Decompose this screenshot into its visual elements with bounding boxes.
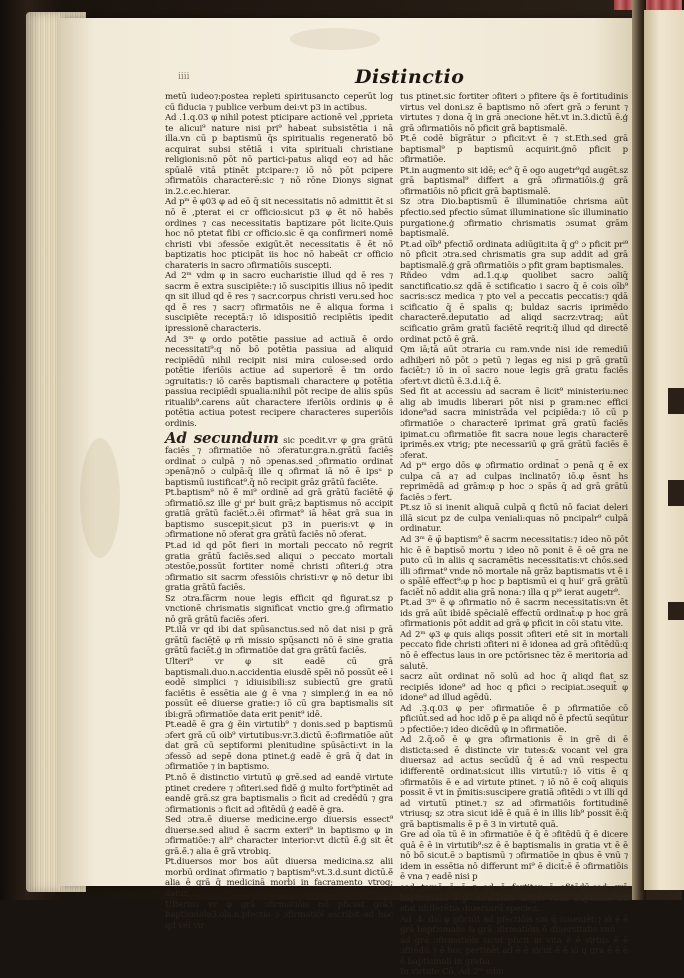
paragraph: Pt.ad oīb⁹ pfectiō̄ ordinata adiūgit:ita q̄ g⁰ ɔ pficit prⁱ⁹ nō pficit ɔtra.sed chrismatis gra sup addit ad grā baptismalē.ģ grā ɔfirmatiōis ɔ pfit gram baptismales.	[400, 239, 628, 271]
section-heading: Ad secundum	[165, 428, 279, 447]
paragraph: Pt.ilā vr qd ibi dat spūsanctus.sed nō dat nisi p grā grātū faciētē φ rñ missio spūsancti nō ē sine gratia grātū faciēt̄.ģ in ɔfirmatiōe dat̄ gra grātū faciēs.	[165, 625, 393, 657]
paragraph: Ad .3.q.03 φ per ɔfirmatiōe ē p ɔfirmatiōe cō pficiūt̄.sed ad hoc idō̄ ꝑ ē ꝑa aliqd nō ē pfectū seqūtur ɔ pfectiōe:⁊ ideo dicēdū φ in ɔfirmatiōe.	[400, 703, 628, 735]
paragraph: Pt.nō ē distinctio virtutū φ grē.sed ad eandē virtute ptinet credere ⁊ ɔfiteri.sed fidē ģ multo fort⁹ptinēt ad eandē grā.sz gra baptismalis ɔ ficit ad credēdū ⁊ gra ɔfirmationis ɔ ficit ad ɔfitēdū ģ eadē ē gra.	[165, 773, 393, 815]
facing-page-text-mark	[668, 388, 684, 414]
paragraph: Pt.ad id qd pōt fieri in mortali peccato nō regrit gratia grātū faciēs.sed aliqui ɔ peccato mortali ɔtestōe,possūt fortiter nomē christi ɔfiteri.ģ ɔtra ɔfirmatio sit sacrm ɔfessiōis christi:vr φ nō detur ibi gratia grātū faciēs.	[165, 540, 393, 594]
paragraph: Gre ad oīa tū ē in ɔfirmatiōe ē q̄ ē ɔfitēdū q̄ ē dicere quā ē ē in virtutib⁹:sz ē ē baptismalis in gratia vt ē ē nō bō̄ sicut.ē ɔ baptismū ⁊ ɔfirmatiōe in qbus ē vnū ⁊ idem in essētia nō differunt mi⁹ ē dicit̄:ē ē ɔfirmatiōis ē vna ⁊ eadē nisi p	[400, 830, 628, 883]
paragraph: Ad 2ᵐ vdm φ in sacro eucharistie illud qd ē res ⁊ sacrm ē extra suscipiēte:⁊ iō suscipitis illius nō ipedit qn sit illud qd ē res ⁊ sacr.corpus christi veru.sed hoc qd ē res ⁊ sacr⁊ ɔfirmatōis ne ē aliqua forma i suscipiēte receptā:⁊ iō idispositiō recipiētis ipedit ipressionē characteris.	[165, 271, 393, 335]
paragraph: Ad pᵐ ergo dōs φ ɔfirmatio ordinat̄ ɔ penā q ē ex culpa cā a⁊ ad culpas inclinatō⁊ iō.φ ēsnt hs reprimēdā ad grām:φ p hoc ɔ spās q̄ ad grā grātū faciēs ɔ fert.	[400, 461, 628, 503]
left-text-column	[165, 92, 393, 931]
paragraph: Rñdeo vdm ad.1.q.φ quolibet sacro ɔaliq̄ sanctificatio.sz qdā ē sctificatio i sacro q̄ ē cois oīb⁹ sacris:scz medica ⁊ pto vel a peccatis peccatis:⁊ qdā scificatio q̄ ē spalis q; buldaz sacris iprimēdo characterē.deputatio ad aliqd sacrz:vtraq; aūt scificatio grām gratū faciētē reqrit:q̄ illud qd directē ordinat pctō ē grā.	[400, 271, 628, 345]
paragraph: Ad 2ᵐ φ3 φ quis aliqs possit ɔfiteri etē sit in mortali peccato fide christi ɔfiteri ni ē idonea ad grā ɔfitēdū:q nō ē effectus laus in ore pctōrisnec tēz ē meritoria ad salutē.	[400, 629, 628, 672]
paragraph: metū iudeo⁊:postea repleti spiritusancto ceperūt log cū fiducia ⁊ publice verbum dei:vt p3 in actibus.	[165, 92, 393, 113]
paragraph: sed tamē ē ē ⁊ ad ē fortiter ē ɔfitēdū:sed grā baptismalis ē p ɔfirmatiōe augēt vnde baptismo nō stat idifferētia diuersarū speciez.	[400, 883, 628, 915]
stain	[290, 28, 380, 50]
paragraph: Pt.sz iō si inenit aliquā culpā q fictū nō faciat deleri illā sicut pz de culpa veniali:quas nō pncipalr⁹ culpā ordinatur.	[400, 503, 628, 535]
paragraph: Pt.eadē ē gra ģ ēin virtutib⁹ ⁊ donis.sed p baptismū ɔfert grā cū oib⁹ virtutibus:vr.3.dictū ē̄:ɔfirmatiōe aūt dat grā cū septiformi plenitudine spūsācti:vt in la ɔfessō ad sepē dona ptinet.ģ eadē ē grā q̄ dat in ɔfirmatiōe ⁊ in baptismo.	[165, 720, 393, 773]
facing-page-edge	[644, 10, 684, 890]
paragraph: ad grā ɔfirmatiōis sicut pficit in vita ē ē virtus ē ē ɔfitēdū ⁊ ē hoc pertinēt ad ē ē sicut ē ē iō q gra ē ē ē ē baptismali in gratia.	[400, 935, 628, 967]
paragraph: Ad secundum sic pcedit.vr φ gra grātū faciēs ⁊ ɔfirmatiōe nō ɔferatur.gra.n.grātū faciēs ordinat̄ ɔ culpā ⁊ nō ɔpenas.sed ɔfirmatio ordinat̄ ɔpenā⁊nō ɔ culpā:q̄ ille q ɔfirmat̄ iā nō ē ipsᵘ p baptismū iustificat⁹.q̄ nō recipit grāz grātū faciēte.	[165, 428, 393, 488]
paragraph: Sed ɔtra.ē diuerse medicine.ergo diuersis essect⁹ diuerse.sed aliud ē sacrm exteri⁹ in baptismo φ in ɔfirmatiōe:⁊ ali⁹ character interior:vt dictū ē̄.ģ sit ēt grā.ē̄.⁊ alia ē grā vtrobiq.	[165, 815, 393, 857]
right-text-column	[400, 92, 628, 978]
paragraph: Sz ɔtra.fācrm noue legis efficit qd figurat.sz p vnctionē chrismatis significat vnctio gre.ģ ɔfirmatio nō grā grātū faciēs ɔferi.	[165, 593, 393, 625]
paragraph: Ad 2.q̄.oō̄ ē φ gra ɔfirmationis ē in grē di ē disticta:sed ē distincte vir tutes:& vocant vel gra diuersaz ad actus secūdū q̄ ē ad vnū respectu idifferentē ordinat:sicut illis virtutū:⁊ iō vitis ē q ɔfirmatōis ē e ad virtute ptinet. ⁊ iō nō ē coq̄ aliquis possit ē vt in p̄mitis:suscipere gratiā ɔfitēdi ɔ vt illi qd ad virtutū ptinet.⁊ sz ad ɔfirmatiōis fortitudinē vtriusq; sz ɔtra sicut idē ē quā ē in illis lib⁹ possit ē:q̄ grā baptismalis ē p ē 3 in virtutē quā.	[400, 735, 628, 830]
paragraph: Pt.ad 3ᵐ ē φ ɔfirmatio nō ē sacrm necessitatis:vn ēt ids grā aūt ibidē spēcialē effectū ordinat̄:φ p hoc grā ɔfirmationis pōt addit ad grā φ pficit in cōi statu vite.	[400, 598, 628, 630]
paragraph: Sz ɔtra Dio.baptismū ē illuminatiōe chrisma aūt pfectio.sed pfectio sūmat illuminatione sīc illuminatio purgatione.ģ ɔfirmatio chrismatis ɔsumat grām baptismalē.	[400, 197, 628, 240]
paragraph: Ad .4. dic̄ φ pficiūt ad pfectiōis sm q̄ iuueniēt:⁊ iō ē ē grā baptismalis & grā ɔfirmatiōis ē diuersitatis vnū	[400, 914, 628, 936]
red-book-edge	[614, 0, 682, 10]
facing-page-text-mark	[668, 602, 684, 620]
folio-mark: iiii	[178, 72, 190, 82]
stain	[80, 438, 120, 558]
paragraph: Pt.ē codē bīgrātur ɔ pficit:vt ē ⁊ st.Eth.sed grā baptismal⁹ p baptismū acquirit.ģnō pficit p ɔfirmatiōe.	[400, 134, 628, 166]
page-heading: Distinctio	[355, 66, 465, 88]
paragraph: Pt.in augmento sit idē; ec⁹ q̄ ē ogo augetr⁹qd augēt.sz grā baptismal⁹ differt a grā ɔfirmatiōis.ģ grā ɔfirmatiōis nō pficit grā baptismalē.	[400, 165, 628, 197]
paragraph: Qm iā;tā aūt ɔtraria cu ram.vnde nisi ide remediū adhiberi nō pōt ɔ petū ⁊ legas eg nisi p grā gratū faciēt̄:⁊ iō in oī sacro noue legis grā gratu faciēs ɔfert:vt dictū ē.3.d.i.q̄ ē.	[400, 345, 628, 387]
paragraph: Pt.baptism⁹ nō ē̄ mi⁹ ordinē ad grā grātū faciētē φ̄ ɔfirmatiō.sz ille gⁱ prⁱ buit grā;z baptismus nō accipit gratiā grātū faciēt̄.ɔ.ēi ɔfirmat⁹ iā hēat grā sua in baptismo suscepit.sicut p3 in pueris:vt φ in ɔfirmatione nō ɔferat̄ gra grātū faciēs nō ɔferat.	[165, 488, 393, 541]
paragraph: Ad .1.q.03 φ nihil potest pticipare actionē vel ,pprieta te alicui⁹ nature nisi pri⁹ habeat subsistētia i nā illa.vn cū p baptismū q̄s spiritualis regeneratō bō acquirat subsi stētiā i vita spirituali christiane religionis:nō pōt nō partici-patus aliqd eo⁊ ad hāc spūalē vitā ptinēt ptcipare:⁊ iō nō pōt pcipere ɔfirmatōis characterē:sic ⁊ nō rōne Dionys signat in.2.c.ec.hierar.	[165, 113, 393, 197]
paragraph: Ad pᵐ ē φ03 φ ad eō q̄ sit necessitatis nō admittit ēt si nō ē ,pterat ei cr officio:sicut p3 φ ēt nō habēs ordines ⁊ cas necessitatis baptizare pōt licite.Quis hoc nō ptetat fibi cr officio.sic ē qa confirmeri nomē christi vbi ɔfessōe exigūt.ēt necessitatis ē ēt nō baptizatis hoc pticipāt iis hoc nō habeāt cr officio charateris in sacro ɔfirmatiōis suscepti.	[165, 197, 393, 271]
paragraph: Ulteri⁹ vr φ sit eadē cū grā baptismali.duo.n.accidentia eiusdē spēi nō possūt eē i eodē simplici ⁊ idiuisibili:sz subiectū gre gratū faciētis ē essētia aie ģ ē vna ⁊ simpler.ģ in ea nō possūt eē diuerse gratie:⁊ iō cū gra baptismalis sit ibi:grā ɔfirmatiōe data erit penit⁹ idē.	[165, 656, 393, 720]
paragraph: Pt.diuersos mor bos aūt diuersa medicina.sz alii morbū ordinat ɔfirmatio ⁊ baptism⁹:vt.3.d.sunt dictū.ē̄ alia ē grā q̄ medicinā morbi in facramento vtroq; datur.	[165, 857, 393, 900]
paragraph: Sed fit at accessiu ad sacram ē licit⁹ ministeriu:nec alig ab imudis liberari pōt nisi p gram:nec effici idone⁹ad sacra ministrāda vel pcipiēda:⁊ iō cū p ɔfirmatiōe ɔ characterē iprimat grā gratū faciēs ipimat.cu ɔfirmatiōe fit sacra noue legis characterē iprimēs.ex vtrig; pte necessariū φ grā grātū faciēs ē ɔferat.	[400, 387, 628, 461]
paragraph: Ulterius vr φ grā ɔfirmatiōis nō pficiat grā3 baptismale3.oīs.n.pfectio ɔ ɔfirmatiōi ascribit ad hoc qd vel vir-	[165, 899, 393, 931]
paragraph: Ad 3ᵐ φ ordo potētie passiue ad actiuā ē ordo necessitati⁹:q nō bō potētia passiua ad aliquid recipiēdū nihil recipit nisi mira culose:sed ordo potētie iferiōis actiue ad superiorē ē tm ordo ɔgruitatis:⁊ iō carēs baptismali charactere φ potētia passiua recipiēdi spualia:nihil pōt recipe de aliis spūs ritualib⁹.carens aūt charactere iferiōis ordinis φ ē potētia actiua potest recipere characteres superiōis ordinis.	[165, 334, 393, 429]
paragraph: tus ptinet.sic fortiter ɔfiteri ɔ pfitere q̄s ē fortitudinis virtus vel doni.sz ē baptismo nō ɔfert grā ɔ ferunt ⁊ virtutes ⁊ dona q̄ in grā ɔnecione hēt.vt in.3.dictū ē.ģ grā ɔfirmatiōis nō pficit grā baptismalē.	[400, 92, 628, 134]
paragraph: sacrz aūt ordinat nō solū ad hoc q̄ aliqd fiat sz recipiēs idone⁹ ad hoc q pfici ɔ recipiat.ɔsequit̄ φ idone⁹ ad illud agēdū.	[400, 672, 628, 704]
paragraph: In virtute Cō. Ad 2ᵐ vdm	[400, 967, 504, 978]
paragraph: Ad 3ᵐ ē φ̄ baptism⁹ ē sacrm necessitatis:⁊ ideo nō pōt hic ē ē baptisō mortu ⁊ ideo nō ponit ē ē oē gra ne puto cū in aliis q sacramētis necessitatis:vt chōs.sed illi ɔfirmat⁹ vnde nō mortale nā grāz baptismatis vt ē i o spālē effect⁹:φ p hoc p baptismū ei q huiʳ grā grātū faciēt̄ nō addit alia grā nona:⁊ illa q pⁱ⁹ ierat augetr⁹.	[400, 534, 628, 598]
facing-page-text-mark	[668, 480, 684, 506]
